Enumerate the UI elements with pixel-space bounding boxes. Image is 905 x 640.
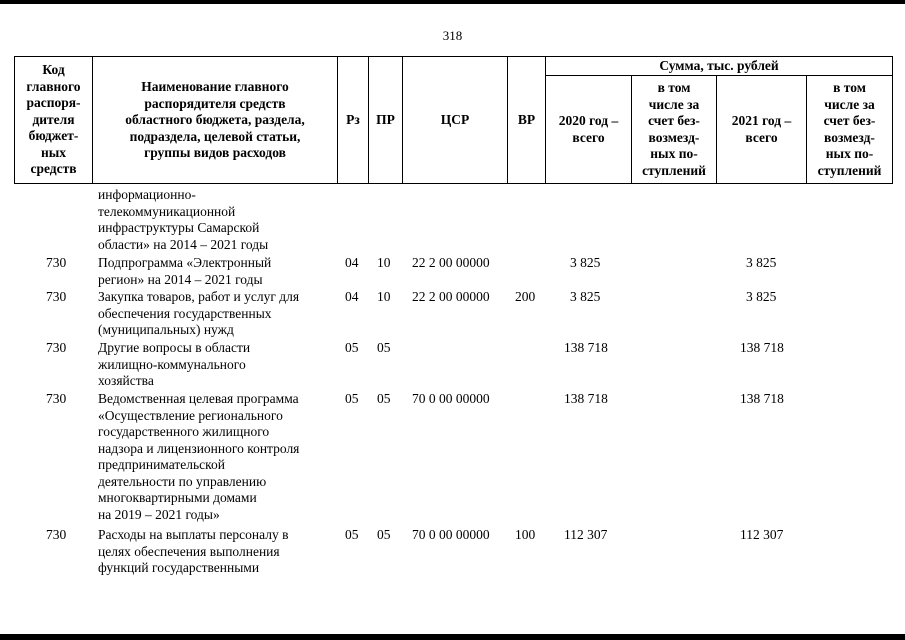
header-bottom-line [14,183,892,184]
row-name: Ведомственная целевая программа «Осуществление регионального государственного жилищного надзора и лицензионного контроля предпринимательской деятельности по управлению многоквартирными домами на 2019 – 2021 годы» [98,391,300,522]
row-rz: 04 [345,255,359,270]
row-2021-total: 3 825 [746,255,777,270]
top-border [0,0,905,4]
header-name: Наименование главного распорядителя средств областного бюджета, раздела, подраздела, целевой статьи, группы видов расходов [125,79,305,160]
row-2020-total: 112 307 [564,527,608,542]
row-csr: 70 0 00 00000 [412,391,490,406]
row-kod: 730 [46,255,67,270]
header-kod: Код главного распоря- дителя бюджет- ных средств [26,62,81,176]
row-2021-total: 112 307 [740,527,784,542]
row-pr: 10 [377,255,391,270]
header-2021-incl: в том числе за счет без- возмезд- ных по- ступлений [817,80,882,178]
row-csr: 22 2 00 00000 [412,255,490,270]
header-2021-total: 2021 год – всего [731,113,792,145]
header-2020-incl: в том числе за счет без- возмезд- ных по- ступлений [642,80,706,178]
row-name: Подпрограмма «Электронный регион» на 2014 – 2021 годы [98,255,272,287]
row-kod: 730 [46,289,67,304]
row-kod: 730 [46,527,67,542]
header-vr: ВР [517,112,536,127]
row-2021-total: 3 825 [746,289,777,304]
header-summa: Сумма, тыс. рублей [659,58,779,73]
row-pr: 05 [377,391,391,406]
row-name: Другие вопросы в области жилищно-коммунального хозяйства [98,340,251,388]
row-pr: 05 [377,340,391,355]
row-2020-total: 3 825 [570,255,601,270]
header-rz: Рз [346,112,360,127]
summa-divider-line [545,75,892,76]
row-name: Расходы на выплаты персоналу в целях обеспечения выполнения функций государственными [98,527,289,575]
row-pr: 10 [377,289,391,304]
row-2020-total: 3 825 [570,289,601,304]
row-rz: 05 [345,340,359,355]
page-number: 318 [442,28,463,43]
header-2020-total: 2020 год – всего [558,113,619,145]
row-kod: 730 [46,391,67,406]
row-name: Закупка товаров, работ и услуг для обеспечения государственных (муниципальных) нужд [98,289,300,337]
row-2020-total: 138 718 [564,391,608,406]
row-vr: 100 [515,527,536,542]
header-pr: ПР [376,112,395,127]
row-csr: 70 0 00 00000 [412,527,490,542]
row-pr: 05 [377,527,391,542]
row-2020-total: 138 718 [564,340,608,355]
header-csr: ЦСР [440,112,470,127]
row-rz: 05 [345,527,359,542]
row-2021-total: 138 718 [740,391,784,406]
row-csr: 22 2 00 00000 [412,289,490,304]
bottom-border [0,634,905,640]
header-top-line [14,56,892,57]
row-rz: 05 [345,391,359,406]
continuation-text: информационно- телекоммуникационной инфраструктуры Самарской области» на 2014 – 2021 годы [98,187,269,252]
row-vr: 200 [515,289,536,304]
row-2021-total: 138 718 [740,340,784,355]
row-kod: 730 [46,340,67,355]
col-line-10 [892,56,893,184]
row-rz: 04 [345,289,359,304]
